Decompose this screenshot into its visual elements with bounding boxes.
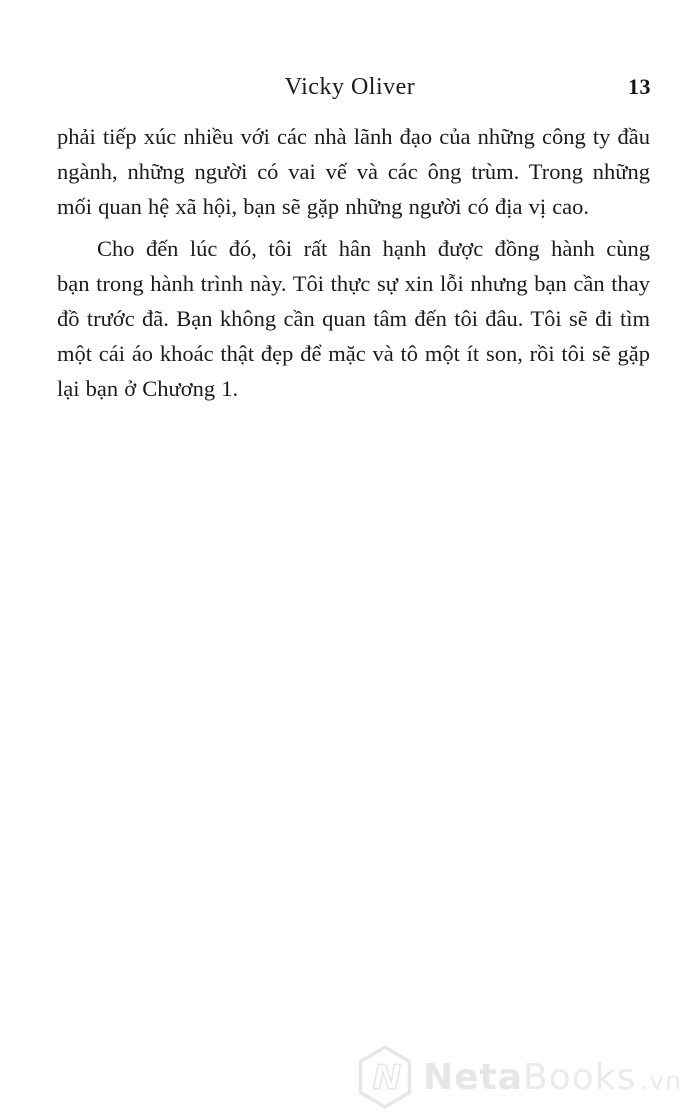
text-line: Cho đến lúc đó, tôi rất hân hạnh được đồng hành cùng (97, 236, 650, 261)
text-line: một cái áo khoác thật đẹp để mặc và tô một ít son, rồi tôi sẽ gặp (57, 341, 650, 366)
page-number: 13 (628, 74, 651, 99)
running-title: Vicky Oliver (284, 74, 416, 100)
running-header (0, 72, 700, 102)
paragraph-2 (57, 231, 650, 406)
page-body-text (57, 119, 650, 406)
text-line: bạn trong hành trình này. Tôi thực sự xin lỗi nhưng bạn cần thay (57, 271, 650, 296)
netabooks-hexagon-logo-icon (357, 1045, 413, 1109)
watermark-wordmark (423, 1057, 682, 1098)
text-line: ngành, những người có vai vế và các ông trùm. Trong những (57, 159, 650, 184)
watermark-name-light: Books (523, 1056, 637, 1098)
text-line: mối quan hệ xã hội, bạn sẽ gặp những người có địa vị cao. (57, 194, 590, 219)
text-line: lại bạn ở Chương 1. (57, 376, 239, 401)
logo-letter-n: N (372, 1058, 402, 1098)
watermark-tld: .vn (640, 1065, 682, 1095)
text-line: đồ trước đã. Bạn không cần quan tâm đến tôi đâu. Tôi sẽ đi tìm (57, 306, 650, 331)
paragraph-1 (57, 119, 650, 224)
text-line: phải tiếp xúc nhiều với các nhà lãnh đạo của những công ty đầu (57, 124, 650, 149)
netabooks-watermark (357, 1044, 682, 1110)
watermark-name-bold: Neta (423, 1056, 524, 1098)
